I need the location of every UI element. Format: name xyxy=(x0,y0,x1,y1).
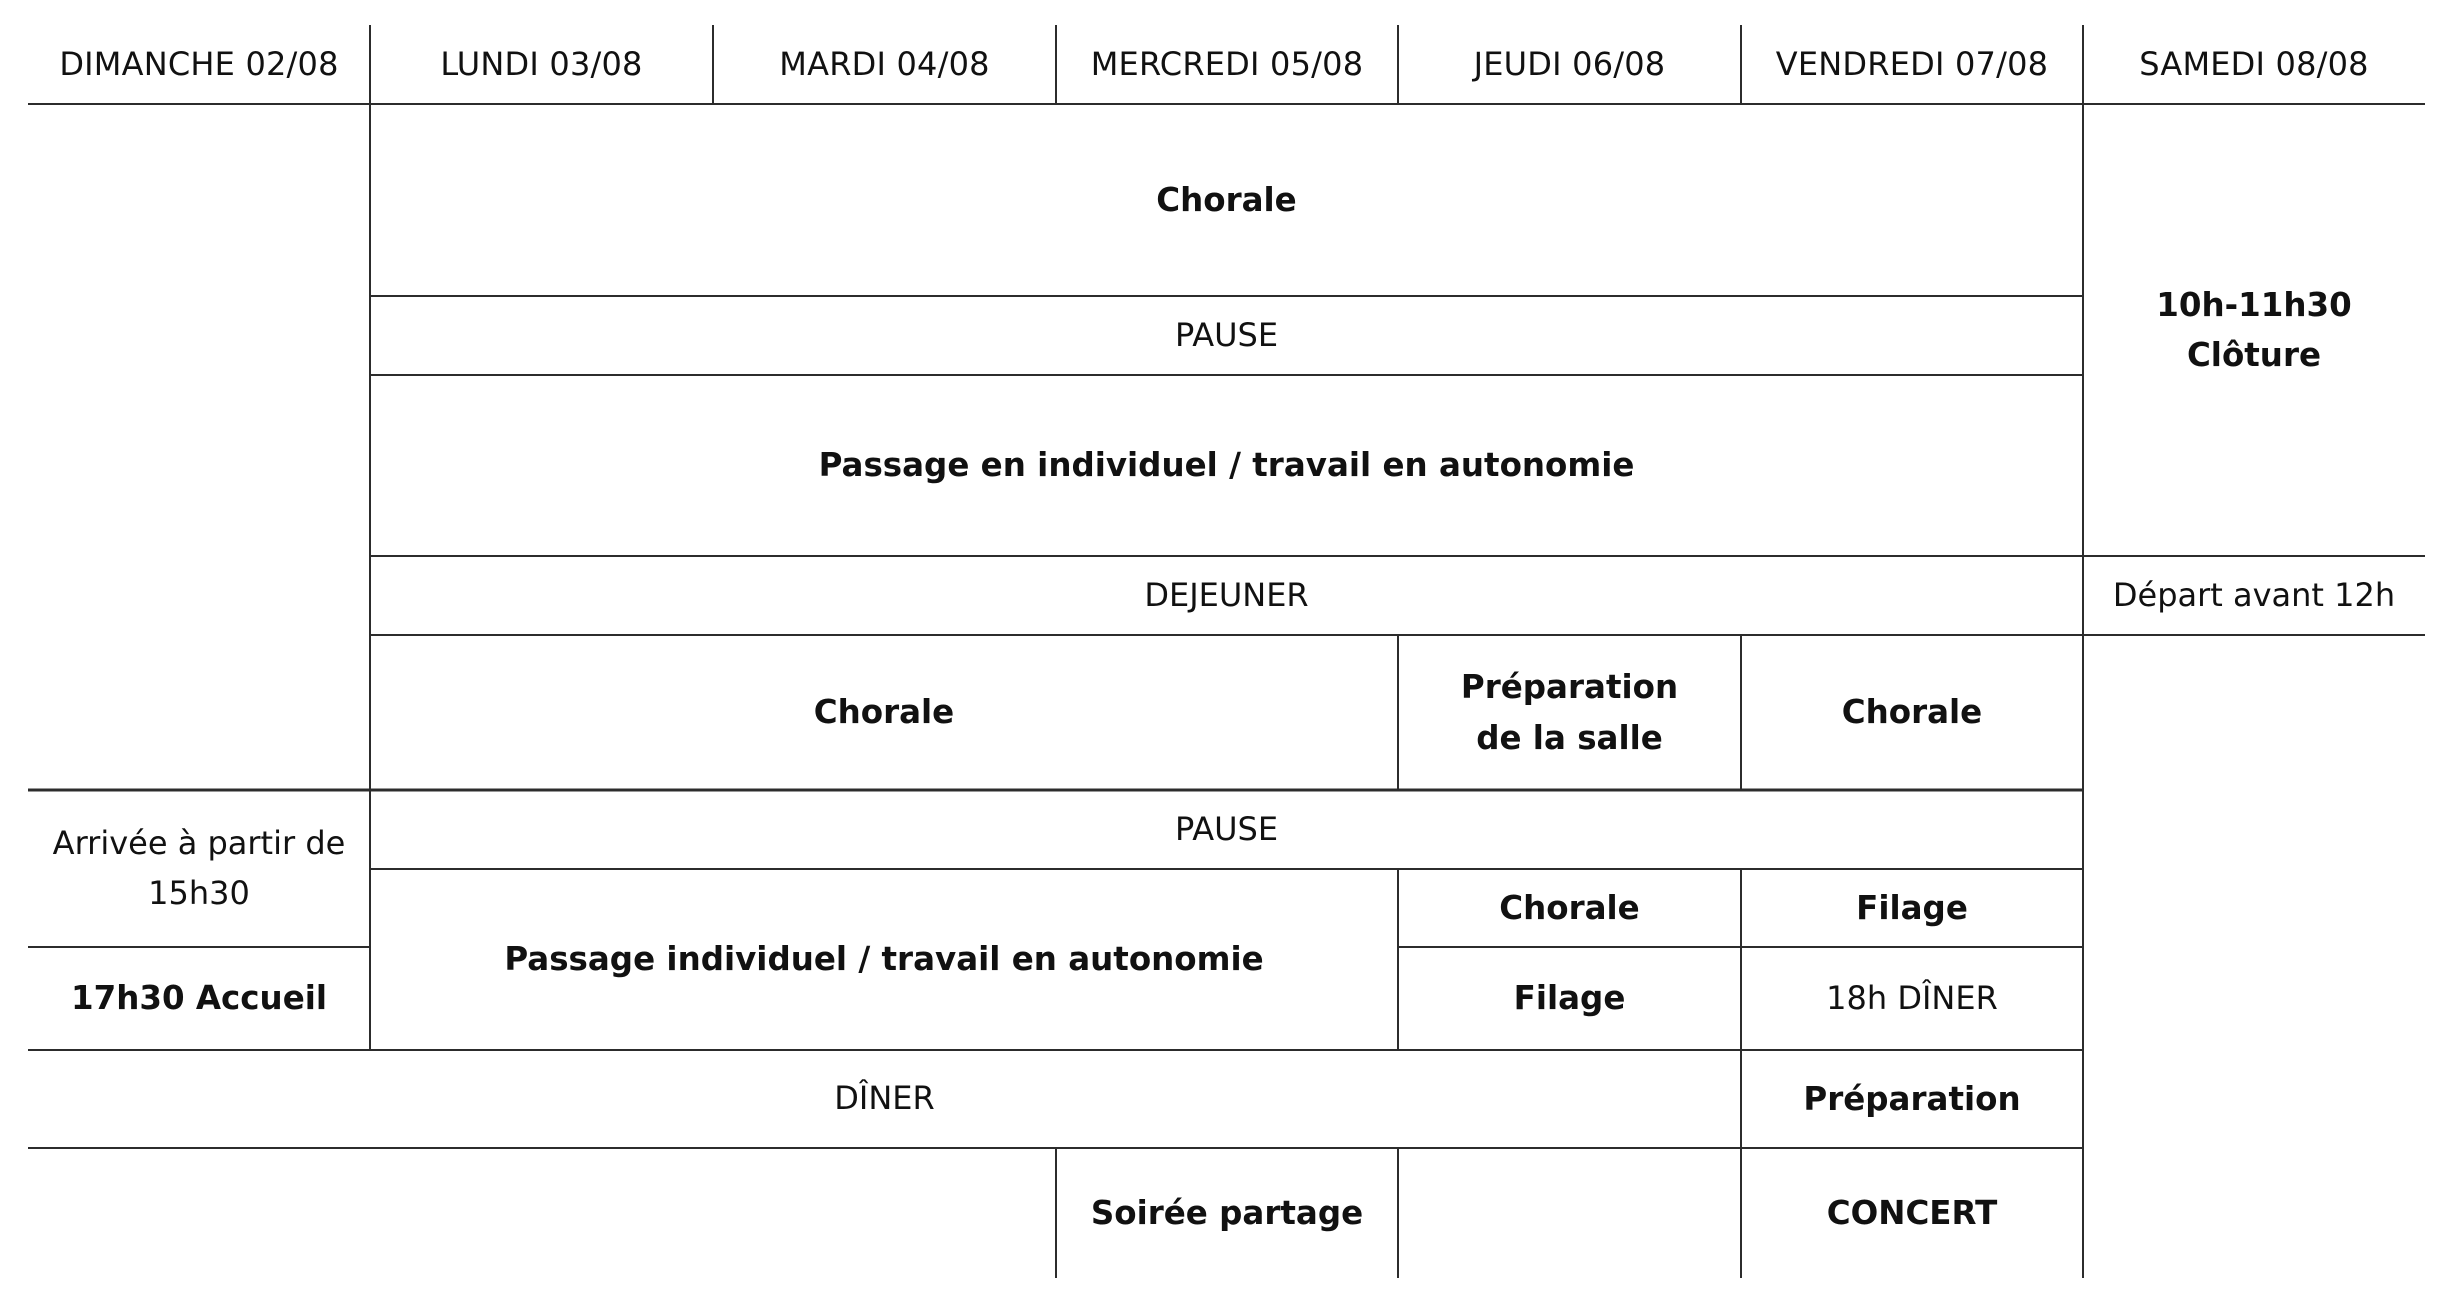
friday-concert-cell-text xyxy=(1827,1188,1997,1238)
lunch-cell xyxy=(370,556,2083,635)
day-header-4 xyxy=(1056,25,1398,104)
morning-passage-cell-text xyxy=(819,440,1635,490)
afternoon-chorale-cell-text xyxy=(814,687,954,737)
friday-concert-cell-line-1: CONCERT xyxy=(1826,1193,1998,1232)
day-header-5 xyxy=(1398,25,1741,104)
day-header-1 xyxy=(28,25,370,104)
day-header-3-text xyxy=(779,40,989,90)
day-header-4-text xyxy=(1091,40,1364,90)
day-header-2 xyxy=(370,25,713,104)
friday-chorale-cell-text xyxy=(1842,687,1982,737)
saturday-departure-cell-line-1: Départ avant 12h xyxy=(2112,575,2396,614)
sunday-welcome-cell xyxy=(28,947,370,1050)
lunch-cell-text xyxy=(1144,571,1308,621)
morning-pause-cell-text xyxy=(1175,311,1278,361)
saturday-departure-cell xyxy=(2083,556,2425,635)
wednesday-evening-event-cell xyxy=(1056,1148,1398,1278)
dinner-cell-text xyxy=(834,1074,934,1124)
sunday-welcome-cell-text xyxy=(71,973,327,1023)
day-header-2-text xyxy=(440,40,642,90)
sunday-arrival-cell-line-2: 15h30 xyxy=(148,873,250,912)
friday-preparation-cell xyxy=(1741,1050,2083,1148)
thursday-filage-cell-text xyxy=(1514,973,1626,1023)
afternoon-pause-cell-text xyxy=(1175,805,1278,855)
thursday-chorale-cell xyxy=(1398,869,1741,947)
sunday-arrival-cell-text xyxy=(53,819,346,918)
day-header-2-line-1: LUNDI 03/08 xyxy=(440,44,643,83)
day-header-1-line-1: DIMANCHE 02/08 xyxy=(59,44,339,83)
day-header-1-text xyxy=(59,40,338,90)
day-header-4-line-1: MERCREDI 05/08 xyxy=(1090,44,1364,83)
thursday-room-preparation-cell xyxy=(1398,635,1741,790)
afternoon-chorale-cell xyxy=(370,635,1398,790)
wednesday-evening-event-cell-text xyxy=(1091,1188,1363,1238)
saturday-closing-cell-text xyxy=(2156,280,2351,381)
friday-chorale-cell-line-1: Chorale xyxy=(1841,693,1983,732)
day-header-3 xyxy=(713,25,1056,104)
day-header-3-line-1: MARDI 04/08 xyxy=(779,44,990,83)
afternoon-passage-cell-line-1: Passage individuel / travail en autonomie xyxy=(504,940,1264,979)
morning-passage-cell-line-1: Passage en individuel / travail en autonomie xyxy=(818,446,1635,485)
sunday-welcome-cell-line-1: 17h30 Accueil xyxy=(70,979,328,1018)
friday-preparation-cell-text xyxy=(1803,1074,2020,1124)
morning-passage-cell xyxy=(370,375,2083,556)
friday-filage-cell-text xyxy=(1856,883,1968,933)
friday-dinner-cell-line-1: 18h DÎNER xyxy=(1826,978,1998,1017)
saturday-closing-cell xyxy=(2083,104,2425,556)
thursday-room-preparation-cell-line-2: de la salle xyxy=(1476,718,1663,757)
day-header-5-line-1: JEUDI 06/08 xyxy=(1473,44,1666,83)
wednesday-evening-event-cell-line-1: Soirée partage xyxy=(1090,1193,1364,1232)
friday-dinner-cell xyxy=(1741,947,2083,1050)
thursday-filage-cell xyxy=(1398,947,1741,1050)
friday-chorale-cell xyxy=(1741,635,2083,790)
dinner-cell xyxy=(28,1050,1741,1148)
saturday-closing-cell-line-1: 10h-11h30 xyxy=(2156,285,2352,324)
dinner-cell-line-1: DÎNER xyxy=(834,1079,935,1118)
day-header-5-text xyxy=(1474,40,1666,90)
thursday-filage-cell-line-1: Filage xyxy=(1513,979,1626,1018)
day-header-7-line-1: SAMEDI 08/08 xyxy=(2139,44,2369,83)
day-header-7-text xyxy=(2139,40,2369,90)
thursday-chorale-cell-line-1: Chorale xyxy=(1499,888,1640,927)
morning-pause-cell xyxy=(370,296,2083,375)
saturday-closing-cell-line-2: Clôture xyxy=(2186,336,2322,374)
afternoon-passage-cell-text xyxy=(504,934,1263,984)
day-header-6-text xyxy=(1776,40,2048,90)
afternoon-passage-cell xyxy=(370,869,1398,1050)
friday-filage-cell xyxy=(1741,869,2083,947)
afternoon-pause-cell-line-1: PAUSE xyxy=(1174,809,1279,848)
thursday-room-preparation-cell-text xyxy=(1461,662,1678,763)
friday-concert-cell xyxy=(1741,1148,2083,1278)
friday-preparation-cell-line-1: Préparation xyxy=(1803,1079,2021,1118)
thursday-room-preparation-cell-line-1: Préparation xyxy=(1460,668,1679,707)
morning-chorale-cell-line-1: Chorale xyxy=(1156,180,1297,219)
morning-chorale-cell-text xyxy=(1156,175,1296,225)
day-header-6 xyxy=(1741,25,2083,104)
sunday-arrival-cell xyxy=(28,790,370,947)
afternoon-chorale-cell-line-1: Chorale xyxy=(813,693,955,732)
thursday-chorale-cell-text xyxy=(1499,883,1639,933)
sunday-arrival-cell-line-1: Arrivée à partir de xyxy=(52,823,346,862)
friday-filage-cell-line-1: Filage xyxy=(1856,888,1968,927)
lunch-cell-line-1: DEJEUNER xyxy=(1144,575,1309,614)
morning-pause-cell-line-1: PAUSE xyxy=(1174,315,1279,354)
afternoon-pause-cell xyxy=(370,790,2083,869)
day-header-7 xyxy=(2083,25,2425,104)
morning-chorale-cell xyxy=(370,104,2083,296)
friday-dinner-cell-text xyxy=(1826,974,1998,1024)
saturday-departure-cell-text xyxy=(2113,571,2395,621)
day-header-6-line-1: VENDREDI 07/08 xyxy=(1775,44,2049,83)
